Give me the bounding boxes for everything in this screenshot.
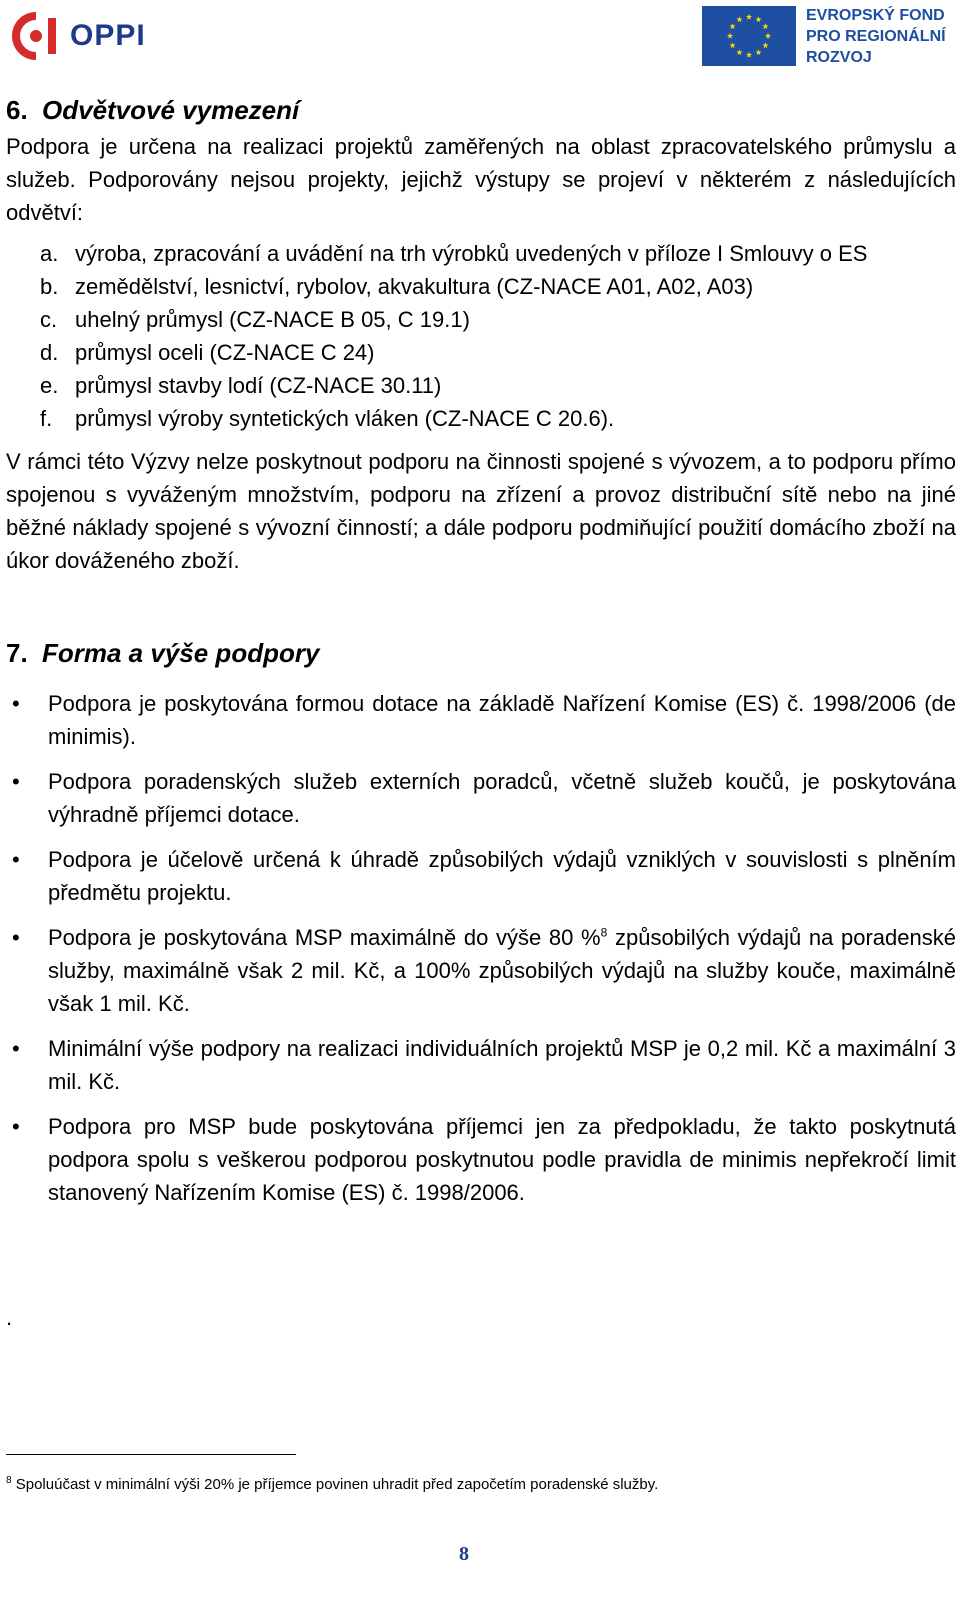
list-item-text: Podpora pro MSP bude poskytována příjemci jen za předpokladu, že takto poskytnutá podpora spolu s veškerou podporou poskytnutou podle pravidla de minimis nepřekročí limit stanovený Nařízením Komise (ES) č. 1998/2006. bbox=[48, 1114, 956, 1205]
list-item-text: Podpora je poskytována formou dotace na základě Nařízení Komise (ES) č. 1998/2006 (de minimis). bbox=[48, 691, 956, 749]
bullet-icon: • bbox=[12, 769, 20, 794]
document-body bbox=[6, 90, 956, 1221]
list-item bbox=[40, 270, 956, 303]
list-item-text: průmysl oceli (CZ-NACE C 24) bbox=[75, 340, 375, 365]
stray-period: . bbox=[6, 1305, 13, 1330]
footnote-text: Spoluúčast v minimální výši 20% je příjemce povinen uhradit před započetím poradenské služby. bbox=[15, 1476, 659, 1493]
list-marker: a. bbox=[40, 241, 59, 266]
section-number: 7. bbox=[6, 638, 28, 668]
eu-fund-text bbox=[806, 5, 946, 68]
list-item bbox=[40, 402, 956, 435]
list-item bbox=[40, 237, 956, 270]
section-6-heading bbox=[6, 90, 956, 130]
footnote-separator bbox=[6, 1454, 296, 1455]
bullet-icon: • bbox=[12, 691, 20, 716]
section-7-heading bbox=[6, 633, 956, 673]
list-item bbox=[40, 303, 956, 336]
oppi-mark-icon bbox=[12, 12, 64, 60]
bullet-icon: • bbox=[12, 1114, 20, 1139]
bullet-icon: • bbox=[12, 925, 20, 950]
list-item bbox=[40, 336, 956, 369]
eu-fund-line: PRO REGIONÁLNÍ bbox=[806, 27, 946, 45]
section-number: 6. bbox=[6, 95, 28, 125]
list-item-text: uhelný průmysl (CZ-NACE B 05, C 19.1) bbox=[75, 307, 470, 332]
eu-fund-line: EVROPSKÝ FOND bbox=[806, 6, 945, 24]
list-item bbox=[6, 765, 956, 831]
list-item bbox=[6, 1032, 956, 1098]
eu-flag-icon bbox=[702, 6, 796, 66]
section-title: Forma a výše podpory bbox=[42, 638, 320, 668]
excluded-sectors-list bbox=[6, 237, 956, 435]
list-item bbox=[6, 843, 956, 909]
bullet-icon: • bbox=[12, 847, 20, 872]
section-6-intro: Podpora je určena na realizaci projektů zaměřených na oblast zpracovatelského průmyslu a služeb. Podporovány nejsou projekty, jejichž výstupy se projeví v některém z následujících odvětví: bbox=[6, 134, 956, 225]
section-6-closing: V rámci této Výzvy nelze poskytnout podporu na činnosti spojené s vývozem, a to podporu přímo spojenou s vyváženým množstvím, podporu na zřízení a provoz distribuční sítě nebo na jiné běžné náklady spojené s vývozní činností; a dále podporu podmiňující použití domácího zboží na úkor dováženého zboží. bbox=[6, 449, 956, 573]
list-item-text: způsobilých výdajů na poradenské služby, maximálně však 2 mil. Kč, a 100% způsobilých výdajů na služby kouče, maximálně však 1 mil. Kč. bbox=[48, 925, 956, 1016]
list-item-text: průmysl výroby syntetických vláken (CZ-NACE C 20.6). bbox=[75, 406, 615, 431]
bullet-icon: • bbox=[12, 1036, 20, 1061]
footnote-reference[interactable]: 8 bbox=[600, 925, 608, 940]
list-marker: e. bbox=[40, 373, 59, 398]
page-header bbox=[0, 0, 960, 80]
list-item bbox=[6, 1110, 956, 1209]
oppi-logo-text: OPPI bbox=[70, 19, 146, 52]
eu-fund-line: ROZVOJ bbox=[806, 48, 872, 66]
footnote-number: 8 bbox=[6, 1475, 12, 1486]
support-form-list bbox=[6, 687, 956, 1209]
list-marker: d. bbox=[40, 340, 59, 365]
list-item-text: Podpora je poskytována MSP maximálně do výše 80 % bbox=[48, 925, 601, 950]
list-item-text: průmysl stavby lodí (CZ-NACE 30.11) bbox=[75, 373, 442, 398]
footnote bbox=[6, 1474, 946, 1496]
list-item bbox=[6, 687, 956, 753]
list-marker: c. bbox=[40, 307, 58, 332]
list-marker: b. bbox=[40, 274, 59, 299]
section-title: Odvětvové vymezení bbox=[42, 95, 300, 125]
eu-fund-logo bbox=[702, 6, 946, 66]
oppi-logo bbox=[12, 12, 146, 60]
list-item-text: Podpora poradenských služeb externích poradců, včetně služeb koučů, je poskytována výhradně příjemci dotace. bbox=[48, 769, 956, 827]
list-item bbox=[6, 921, 956, 1020]
list-item-text: Podpora je účelově určená k úhradě způsobilých výdajů vzniklých v souvislosti s plněním předmětu projektu. bbox=[48, 847, 956, 905]
list-item-text: Minimální výše podpory na realizaci individuálních projektů MSP je 0,2 mil. Kč a maximální 3 mil. Kč. bbox=[48, 1036, 956, 1094]
list-marker: f. bbox=[40, 406, 53, 431]
page-number: 8 bbox=[459, 1543, 469, 1565]
list-item-text: zemědělství, lesnictví, rybolov, akvakultura (CZ-NACE A01, A02, A03) bbox=[75, 274, 754, 299]
list-item-text: výroba, zpracování a uvádění na trh výrobků uvedených v příloze I Smlouvy o ES bbox=[75, 241, 868, 266]
list-item bbox=[40, 369, 956, 402]
